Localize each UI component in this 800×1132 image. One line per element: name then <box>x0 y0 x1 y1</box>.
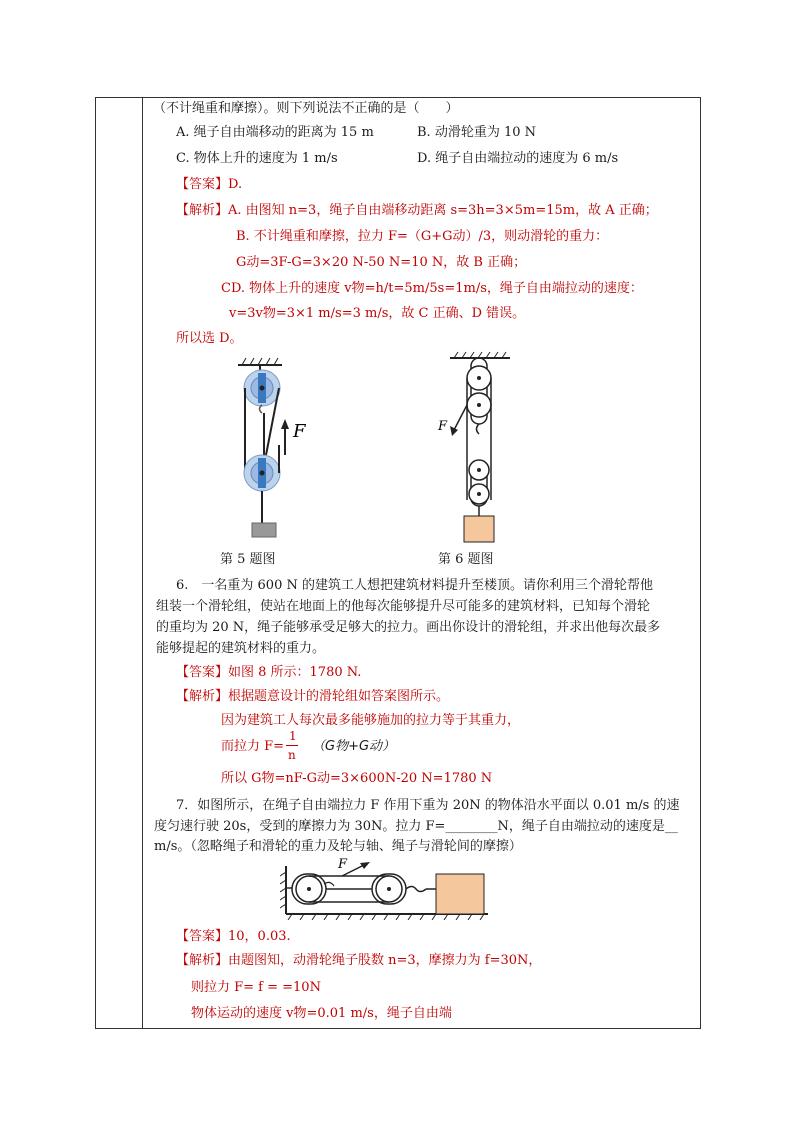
force-arrow-icon <box>450 426 458 436</box>
q6-line-3: 的重均为 20 N，绳子能够承受足够大的拉力。画出你设计的滑轮组，并求出他每次最多 <box>156 620 661 635</box>
fig6-force-label: F <box>438 419 448 434</box>
q5-explanation-5: v=3v物=3×1 m/s=3 m/s，故 C 正确、D 错误。 <box>229 306 526 321</box>
q5-explanation-3: G动=3F-G=3×20 N-50 N=10 N，故 B 正确； <box>236 255 527 270</box>
movable-pulley <box>244 455 280 491</box>
q7-answer: 【答案】10，0.03. <box>176 929 291 944</box>
q5-option-c: C. 物体上升的速度为 1 m/s <box>176 151 338 166</box>
fixed-pulley <box>244 370 280 406</box>
q6-explanation-3-prefix: 而拉力 F= <box>221 739 285 754</box>
q7-line-3: m/s。（忽略绳子和滑轮的重力及轮与轴、绳子与滑轮间的摩擦） <box>154 839 522 854</box>
fig7-force-label: F <box>338 858 348 872</box>
figure-5-pulley-diagram <box>230 355 330 545</box>
figure-6-pulley-diagram <box>430 350 540 550</box>
q5-explanation-1: 【解析】A. 由图知 n=3，绳子自由端移动距离 s=3h=3×5m=15m，故 A 正确； <box>176 203 658 218</box>
movable-pulley <box>372 874 406 904</box>
q6-line-1: 6. 一名重为 600 N 的建筑工人想把建筑材料提升至楼顶。请你利用三个滑轮帮他 <box>176 578 653 593</box>
fraction-denominator: n <box>288 748 296 762</box>
q7-explanation-2: 则拉力 F= f = =10N <box>191 980 321 995</box>
ceiling-hatch <box>450 352 510 358</box>
q5-conclusion: 所以选 D。 <box>176 331 243 346</box>
figure-7-horizontal-pulley <box>280 858 490 920</box>
q6-line-4: 能够提起的建筑材料的重力。 <box>156 641 326 656</box>
ground-hatch <box>286 914 488 920</box>
q6-explanation-1: 【解析】根据题意设计的滑轮组如答案图所示。 <box>176 689 450 704</box>
q5-option-b: B. 动滑轮重为 10 N <box>417 125 536 140</box>
moving-block <box>436 874 484 914</box>
q5-option-d: D. 绳子自由端拉动的速度为 6 m/s <box>417 151 619 166</box>
ceiling-hatch <box>238 358 282 365</box>
fixed-pulley <box>292 874 326 904</box>
q6-line-2: 组装一个滑轮组，使站在地面上的他每次能够提升尽可能多的建筑材料，已知每个滑轮 <box>156 599 651 614</box>
q6-explanation-4: 所以 G物=nF-G动=3×600N-20 N=1780 N <box>221 771 493 786</box>
fraction-numerator: 1 <box>289 729 297 743</box>
figure-6-caption: 第 6 题图 <box>438 552 494 567</box>
material-block <box>464 516 494 542</box>
q7-explanation-3: 物体运动的速度 v物=0.01 m/s，绳子自由端 <box>191 1006 452 1021</box>
wall-hatch <box>280 866 286 914</box>
q7-line-1: 7．如图所示，在绳子自由端拉力 F 作用下重为 20N 的物体沿水平面以 0.01 m/s 的速 <box>176 798 680 813</box>
q6-explanation-3-suffix: （G物+G动） <box>312 739 396 754</box>
q7-explanation-1: 【解析】由题图知，动滑轮绳子股数 n=3，摩擦力为 f=30N， <box>176 953 542 968</box>
q5-option-a: A. 绳子自由端移动的距离为 15 m <box>176 125 374 140</box>
force-arrow-icon <box>281 419 289 429</box>
figure-5-caption: 第 5 题图 <box>220 552 276 567</box>
fig5-force-label: F <box>293 421 306 442</box>
q6-answer: 【答案】如图 8 所示：1780 N. <box>176 665 362 680</box>
q5-answer: 【答案】D. <box>176 177 243 192</box>
q5-explanation-4: CD. 物体上升的速度 v物=h/t=5m/5s=1m/s，绳子自由端拉动的速度： <box>221 281 643 296</box>
weight-block <box>252 523 276 537</box>
q5-explanation-2: B. 不计绳重和摩擦，拉力 F=（G+G动）/3，则动滑轮的重力： <box>236 229 609 244</box>
table-column-divider <box>142 97 143 1029</box>
q7-line-2: 度匀速行驶 20s，受到的摩擦力为 30N。拉力 F=________N，绳子自由端拉动的速度是__ <box>154 819 678 834</box>
q5-intro: （不计绳重和摩擦）。则下列说法不正确的是（ ） <box>153 101 459 116</box>
q6-explanation-2: 因为建筑工人每次最多能够施加的拉力等于其重力， <box>221 713 521 728</box>
